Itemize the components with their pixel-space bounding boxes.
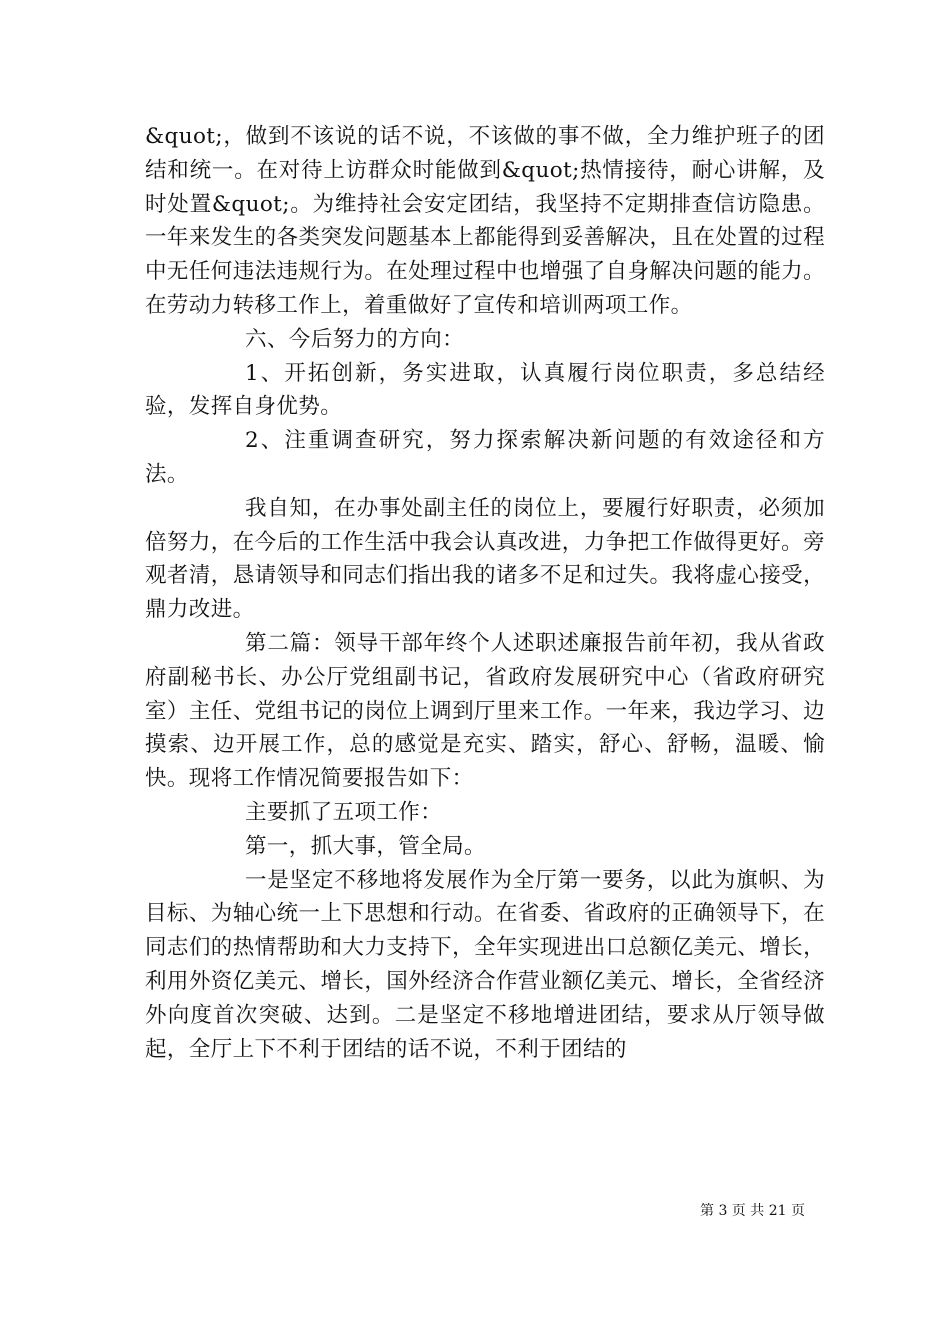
paragraph-7: 主要抓了五项工作： [245,799,443,825]
page-number-footer: 第 3 页 共 21 页 [700,1203,805,1219]
paragraph-2: 六、今后努力的方向： [245,326,465,352]
paragraph-3: 1、开拓创新，务实进取，认真履行岗位职责，多总结经验，发挥自身优势。 [145,360,825,420]
paragraph-9: 一是坚定不移地将发展作为全厅第一要务，以此为旗帜、为目标、为轴心统一上下思想和行动。在省委、省政府的正确领导下，在同志们的热情帮助和大力支持下，全年实现进出口总额亿美元、增长，利用外资亿美元、增长，国外经济合作营业额亿美元、增长，全省经济外向度首次突破、达到。二是坚定不移地增进团结，要求从厅领导做起，全厅上下不利于团结的话不说，不利于团结的 [145,867,825,1062]
paragraph-8: 第一，抓大事，管全局。 [245,833,486,859]
paragraph-6: 第二篇：领导干部年终个人述职述廉报告前年初，我从省政府副秘书长、办公厅党组副书记，省政府发展研究中心（省政府研究室）主任、党组书记的岗位上调到厅里来工作。一年来，我边学习、边摸索、边开展工作，总的感觉是充实、踏实，舒心、舒畅，温暖、愉快。现将工作情况简要报告如下： [145,630,825,792]
paragraph-5: 我自知，在办事处副主任的岗位上，要履行好职责，必须加倍努力，在今后的工作生活中我会认真改进，力争把工作做得更好。旁观者清，恳请领导和同志们指出我的诸多不足和过失。我将虚心接受，鼎力改进。 [145,495,825,623]
paragraph-1: &quot;，做到不该说的话不说，不该做的事不做，全力维护班子的团结和统一。在对待上访群众时能做到&quot;热情接待，耐心讲解，及时处置&quot;。为维持社会安定团结，我坚持不定期排查信访隐患。一年来发生的各类突发问题基本上都能得到妥善解决，且在处置的过程中无任何违法违规行为。在处理过程中也增强了自身解决问题的能力。在劳动力转移工作上，着重做好了宣传和培训两项工作。 [145,124,825,318]
paragraph-4: 2、注重调查研究，努力探索解决新问题的有效途径和方法。 [145,428,825,487]
document-body [145,120,825,1066]
